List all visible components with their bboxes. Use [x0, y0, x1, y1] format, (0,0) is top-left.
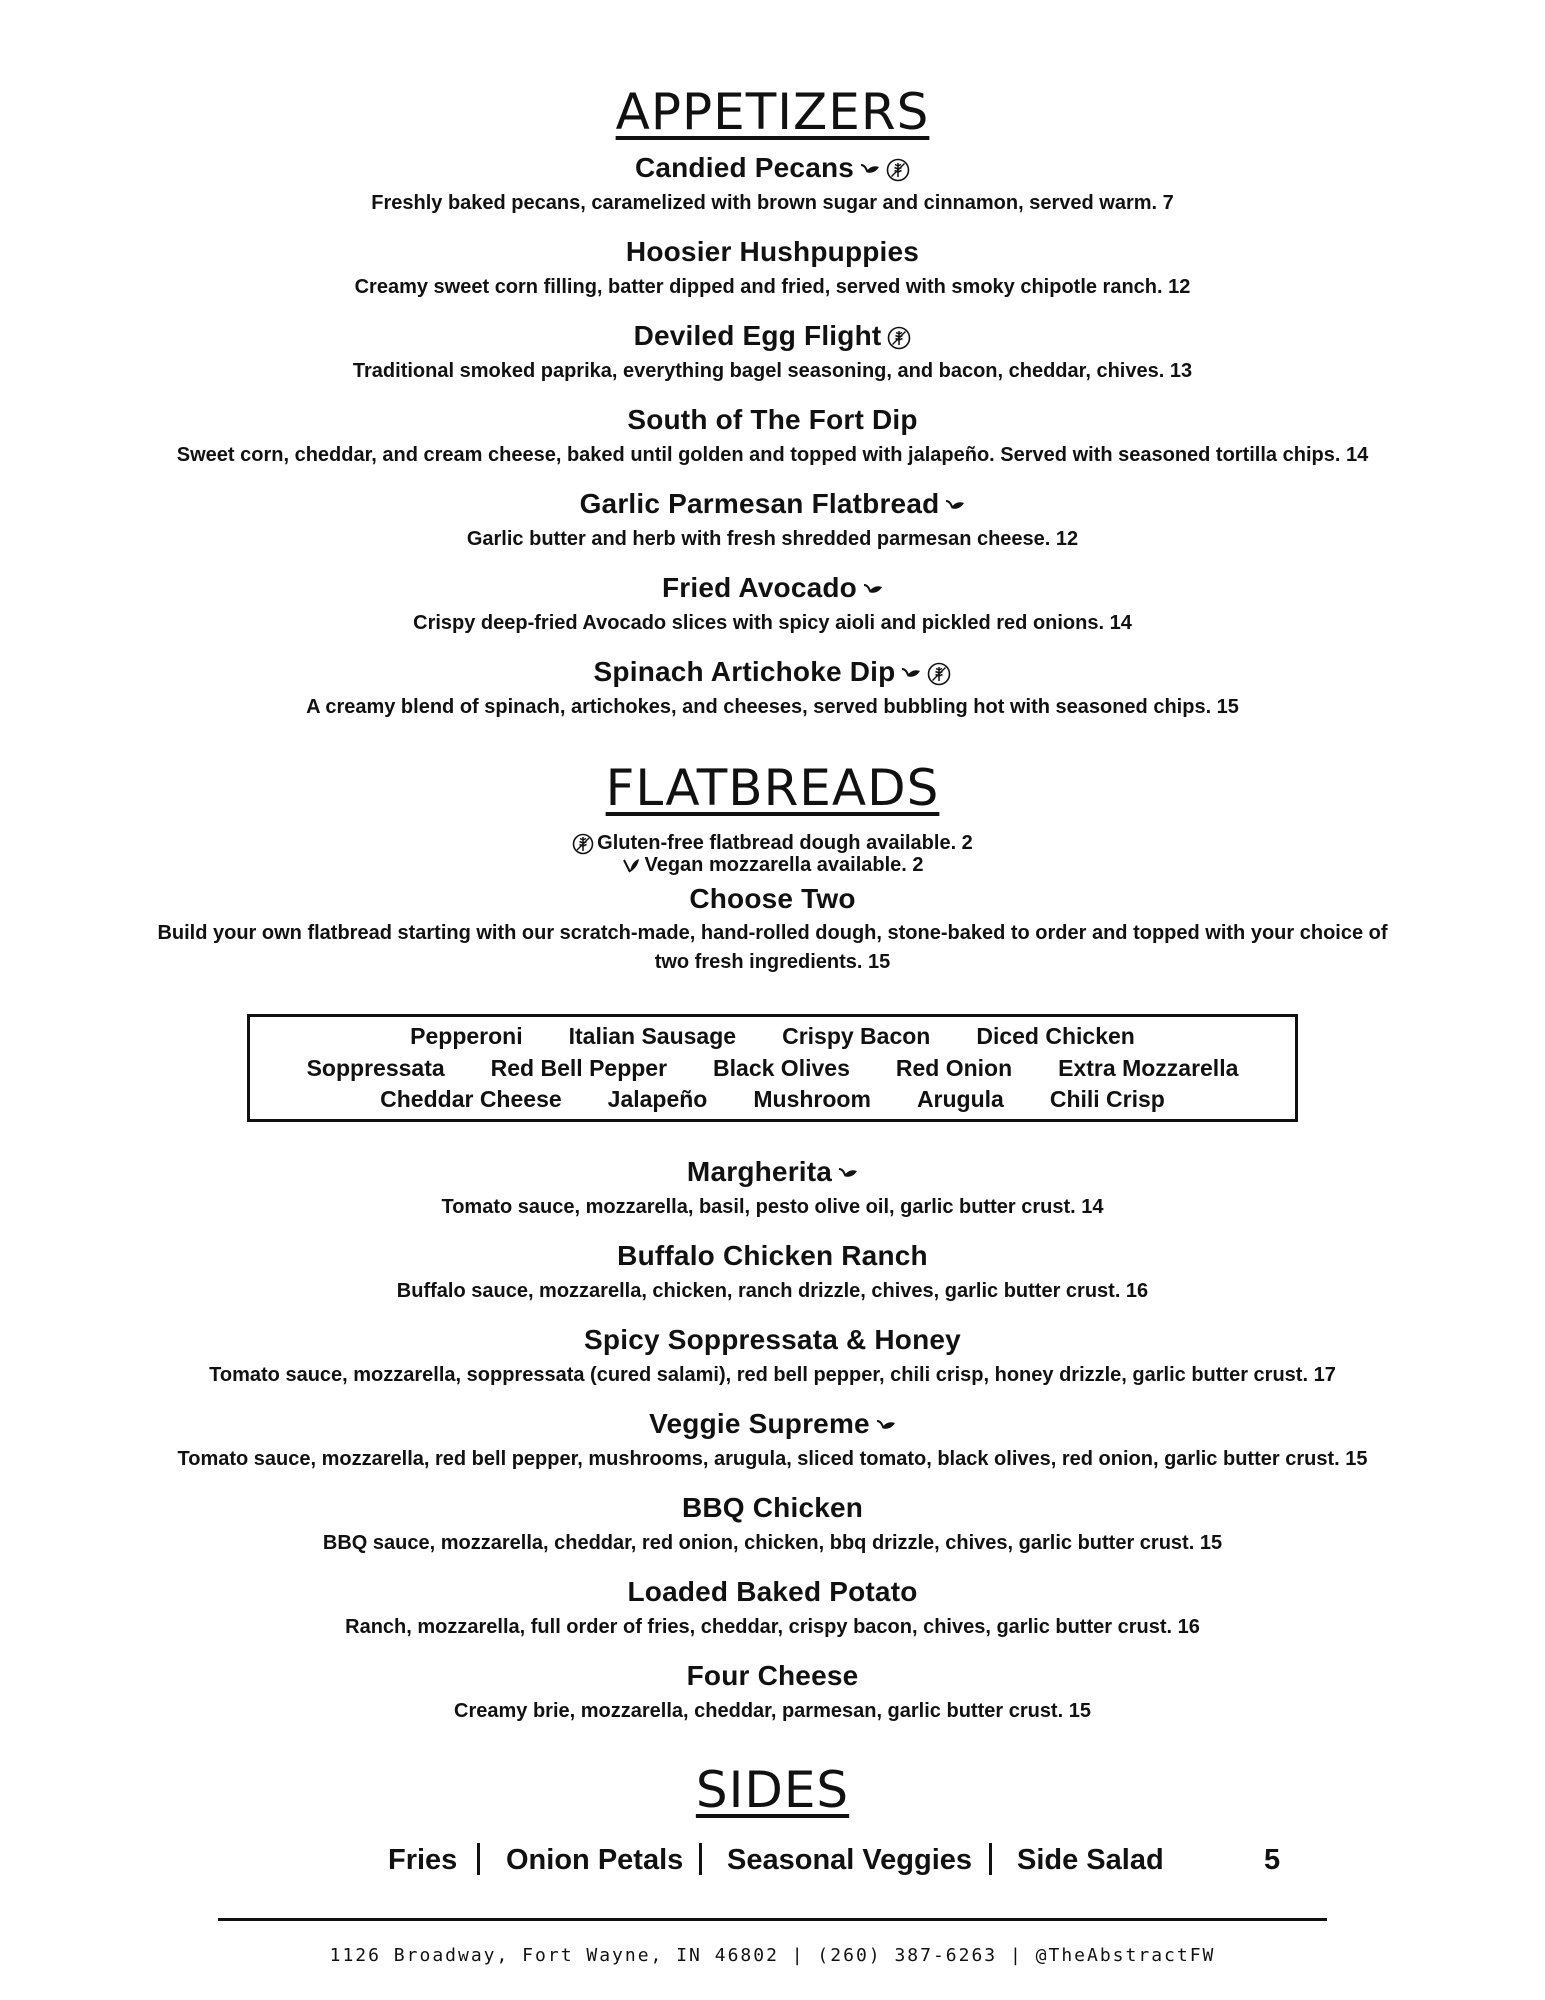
topping: Cheddar Cheese	[380, 1086, 562, 1112]
menu-item-name	[0, 1407, 1545, 1441]
menu-item-desc: Tomato sauce, mozzarella, red bell pepper, mushrooms, arugula, sliced tomato, black olives, red onion, garlic butter crust. 15	[177, 1448, 1368, 1470]
leaf-icon	[863, 582, 883, 598]
menu-item-desc: Traditional smoked paprika, everything bagel seasoning, and bacon, cheddar, chives. 13	[352, 360, 1193, 382]
menu-item-title: South of The Fort Dip	[627, 404, 918, 435]
footer-divider	[218, 1918, 1327, 1921]
leaf-icon	[901, 666, 921, 682]
leaf-icon	[860, 162, 880, 178]
vegan-note	[0, 854, 1545, 876]
menu-item-desc: Creamy sweet corn filling, batter dipped and fried, served with smoky chipotle ranch. 12	[354, 276, 1191, 298]
topping: Chili Crisp	[1049, 1086, 1165, 1112]
sides-row	[0, 1838, 1545, 1882]
menu-item-name	[0, 571, 1545, 605]
topping: Diced Chicken	[976, 1023, 1135, 1049]
topping: Crispy Bacon	[782, 1023, 931, 1049]
menu-item-name	[0, 655, 1545, 689]
menu-item	[0, 1323, 1545, 1389]
menu-item-title: Candied Pecans	[634, 152, 855, 183]
topping: Arugula	[916, 1086, 1004, 1112]
sides-price: 5	[1264, 1844, 1281, 1876]
leaf-icon	[838, 1166, 858, 1182]
menu-item-desc: Tomato sauce, mozzarella, soppressata (cured salami), red bell pepper, chili crisp, honey drizzle, garlic butter crust. 17	[209, 1364, 1336, 1386]
menu-item	[0, 235, 1545, 301]
menu-item-desc: Sweet corn, cheddar, and cream cheese, baked until golden and topped with jalapeño. Served with seasoned tortilla chips. 14	[176, 444, 1369, 466]
menu-item-name	[0, 319, 1545, 353]
topping: Jalapeño	[607, 1086, 708, 1112]
menu-item-title: Buffalo Chicken Ranch	[617, 1240, 928, 1271]
side-item: Onion Petals	[506, 1844, 684, 1876]
menu-item-name	[0, 1659, 1545, 1693]
menu-item-title: Four Cheese	[686, 1660, 859, 1691]
vegan-icon	[621, 857, 641, 875]
menu-item	[0, 1575, 1545, 1641]
menu-item	[0, 1239, 1545, 1305]
menu-item-desc: Creamy brie, mozzarella, cheddar, parmesan, garlic butter crust. 15	[454, 1700, 1091, 1722]
menu-item	[0, 487, 1545, 553]
footer-contact: 1126 Broadway, Fort Wayne, IN 46802 | (260) 387-6263 | @TheAbstractFW	[329, 1945, 1216, 1966]
menu-item-title: BBQ Chicken	[681, 1492, 864, 1523]
topping: Pepperoni	[410, 1023, 523, 1049]
menu-item-desc: Ranch, mozzarella, full order of fries, cheddar, crispy bacon, chives, garlic butter crust. 16	[345, 1616, 1200, 1638]
side-item: Fries	[388, 1844, 458, 1876]
build-your-own-desc: Build your own flatbread starting with our scratch-made, hand-rolled dough, stone-baked to order and topped with your choice of two fresh ingredients. 15	[157, 922, 1388, 973]
menu-item-desc: BBQ sauce, mozzarella, cheddar, red onion, chicken, bbq drizzle, chives, garlic butter crust. 15	[322, 1532, 1223, 1554]
gluten-free-icon	[927, 662, 951, 686]
topping: Black Olives	[713, 1055, 850, 1081]
topping: Red Onion	[895, 1055, 1013, 1081]
menu-item	[0, 151, 1545, 217]
menu-item-name	[0, 1323, 1545, 1357]
menu-item-title: Garlic Parmesan Flatbread	[579, 488, 940, 519]
menu-item-desc: Crispy deep-fried Avocado slices with spicy aioli and pickled red onions. 14	[413, 612, 1132, 634]
menu-item-desc: Tomato sauce, mozzarella, basil, pesto olive oil, garlic butter crust. 14	[441, 1196, 1104, 1218]
menu-item-desc: A creamy blend of spinach, artichokes, and cheeses, served bubbling hot with seasoned chips. 15	[306, 696, 1239, 718]
menu-item-title: Loaded Baked Potato	[627, 1576, 918, 1607]
menu-item-title: Hoosier Hushpuppies	[625, 236, 920, 267]
menu-item-title: Veggie Supreme	[649, 1408, 870, 1439]
build-your-own-item	[0, 882, 1545, 916]
divider	[989, 1843, 992, 1875]
topping: Red Bell Pepper	[490, 1055, 668, 1081]
menu-item	[0, 403, 1545, 469]
menu-item-name	[0, 487, 1545, 521]
gluten-free-icon	[886, 158, 910, 182]
divider	[699, 1843, 702, 1875]
menu-item	[0, 571, 1545, 637]
topping: Italian Sausage	[568, 1023, 737, 1049]
menu-item	[0, 655, 1545, 721]
toppings-row-1	[250, 1021, 1295, 1051]
menu-item-name	[0, 1239, 1545, 1273]
menu-item-name	[0, 403, 1545, 437]
menu-item-title: Margherita	[686, 1156, 833, 1187]
menu-item-title: Spicy Soppressata & Honey	[584, 1324, 961, 1355]
menu-item	[0, 319, 1545, 385]
menu-item-name	[0, 151, 1545, 185]
leaf-icon	[945, 498, 965, 514]
menu-item-name	[0, 1491, 1545, 1525]
divider	[477, 1843, 480, 1875]
side-item: Side Salad	[1017, 1844, 1164, 1876]
flatbreads-heading: FLATBREADS	[605, 759, 940, 817]
menu-item-name	[0, 235, 1545, 269]
appetizers-heading: APPETIZERS	[615, 83, 930, 141]
toppings-row-3	[250, 1084, 1295, 1114]
menu-item-title: Fried Avocado	[661, 572, 857, 603]
menu-item-desc: Freshly baked pecans, caramelized with brown sugar and cinnamon, served warm. 7	[371, 192, 1174, 214]
menu-item-name	[0, 1575, 1545, 1609]
gluten-free-icon	[887, 326, 911, 350]
menu-item	[0, 1491, 1545, 1557]
vegan-note-text: Vegan mozzarella available. 2	[644, 854, 924, 876]
menu-item	[0, 1155, 1545, 1221]
menu-item	[0, 1659, 1545, 1725]
side-item: Seasonal Veggies	[727, 1844, 973, 1876]
menu-item-title: Deviled Egg Flight	[633, 320, 882, 351]
build-your-own-title: Choose Two	[689, 883, 856, 914]
topping: Extra Mozzarella	[1058, 1055, 1239, 1081]
topping: Mushroom	[753, 1086, 871, 1112]
menu-item-title: Spinach Artichoke Dip	[593, 656, 896, 687]
menu-item	[0, 1407, 1545, 1473]
topping: Soppressata	[306, 1055, 445, 1081]
leaf-icon	[876, 1418, 896, 1434]
menu-item-desc: Buffalo sauce, mozzarella, chicken, ranch drizzle, chives, garlic butter crust. 16	[396, 1280, 1149, 1302]
sides-heading: SIDES	[695, 1761, 850, 1819]
gluten-free-note-text: Gluten-free flatbread dough available. 2	[597, 832, 973, 854]
toppings-row-2	[250, 1053, 1295, 1083]
gluten-free-icon	[572, 833, 594, 855]
gluten-free-note	[0, 832, 1545, 855]
menu-item-name	[0, 1155, 1545, 1189]
toppings-box	[247, 1014, 1298, 1122]
menu-item-desc: Garlic butter and herb with fresh shredded parmesan cheese. 12	[466, 528, 1079, 550]
